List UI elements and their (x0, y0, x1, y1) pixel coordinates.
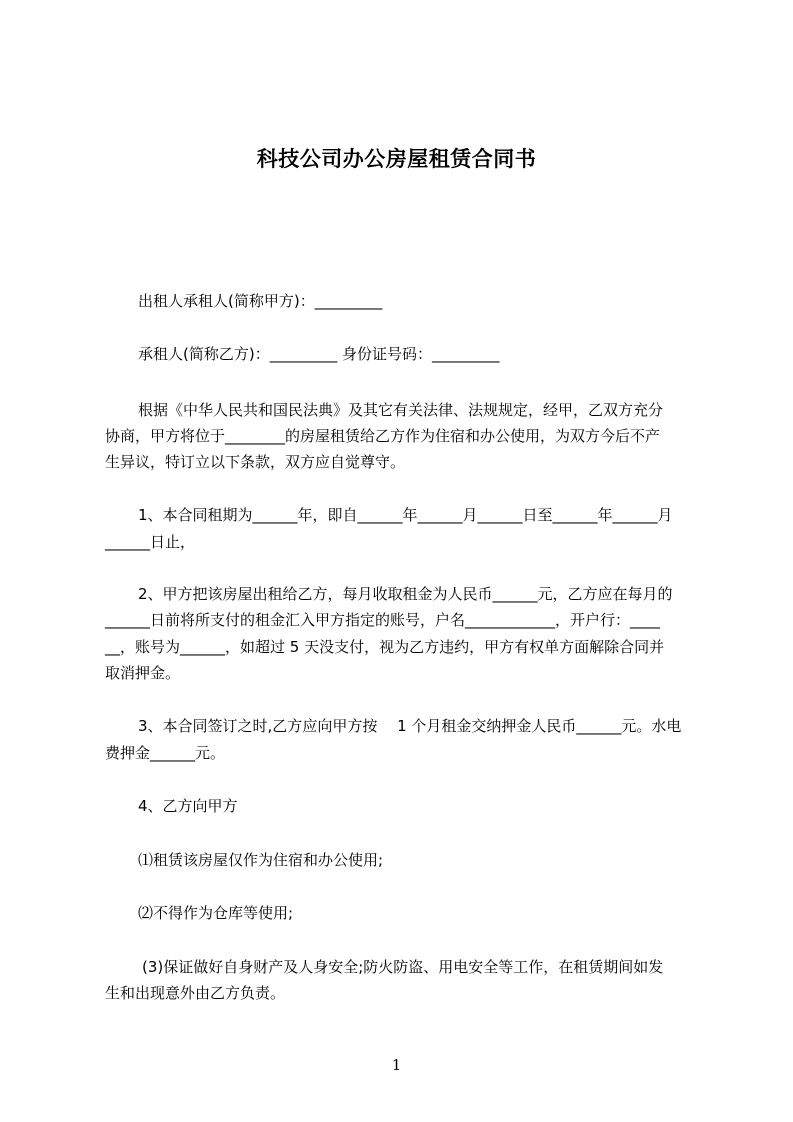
clause-3-line-2: 费押金______元。 (105, 744, 226, 762)
clause-2-line-4: 取消押金。 (105, 664, 181, 682)
clause-2-line-3: __，账号为______，如超过 5 天没支付，视为乙方违约，甲方有权单方面解除合同并 (105, 638, 665, 656)
document-title: 科技公司办公房屋租赁合同书 (256, 147, 537, 171)
page-number: 1 (391, 1056, 402, 1074)
preamble-line-2: 协商，甲方将位于________的房屋租赁给乙方作为住宿和办公使用，为双方今后不产 (105, 427, 661, 445)
clause-lessee: 承租人(简称乙方)：_________ 身份证号码：_________ (138, 345, 500, 363)
clause-4-item-3-line-1: (3)保证做好自身财产及人身安全;防火防盗、用电安全等工作，在租赁期间如发 (142, 958, 664, 976)
clause-4-heading: 4、乙方向甲方 (138, 797, 238, 815)
clause-4-item-3-line-2: 生和出现意外由乙方负责。 (105, 984, 286, 1002)
clause-1-line-2: ______日止， (105, 533, 196, 551)
clause-2-line-2: ______日前将所支付的租金汇入甲方指定的账号，户名____________，开户行：____ (105, 611, 661, 629)
clause-1-line-1: 1、本合同租期为______年，即自______年______月______日至______年______月 (138, 506, 673, 524)
preamble-line-1: 根据《中华人民共和国民法典》及其它有关法律、法规规定，经甲，乙双方充分 (138, 401, 664, 419)
clause-lessor: 出租人承租人(简称甲方)：_________ (138, 292, 383, 310)
clause-3-line-1: 3、本合同签订之时,乙方应向甲方按 1 个月租金交纳押金人民币______元。水电 (138, 717, 682, 735)
clause-4-item-2: ⑵不得作为仓库等使用; (138, 904, 294, 922)
clause-4-item-1: ⑴租赁该房屋仅作为住宿和办公使用; (138, 851, 384, 869)
preamble-line-3: 生异议，特订立以下条款，双方应自觉尊守。 (105, 453, 406, 471)
clause-2-line-1: 2、甲方把该房屋出租给乙方，每月收取租金为人民币______元，乙方应在每月的 (138, 585, 673, 603)
